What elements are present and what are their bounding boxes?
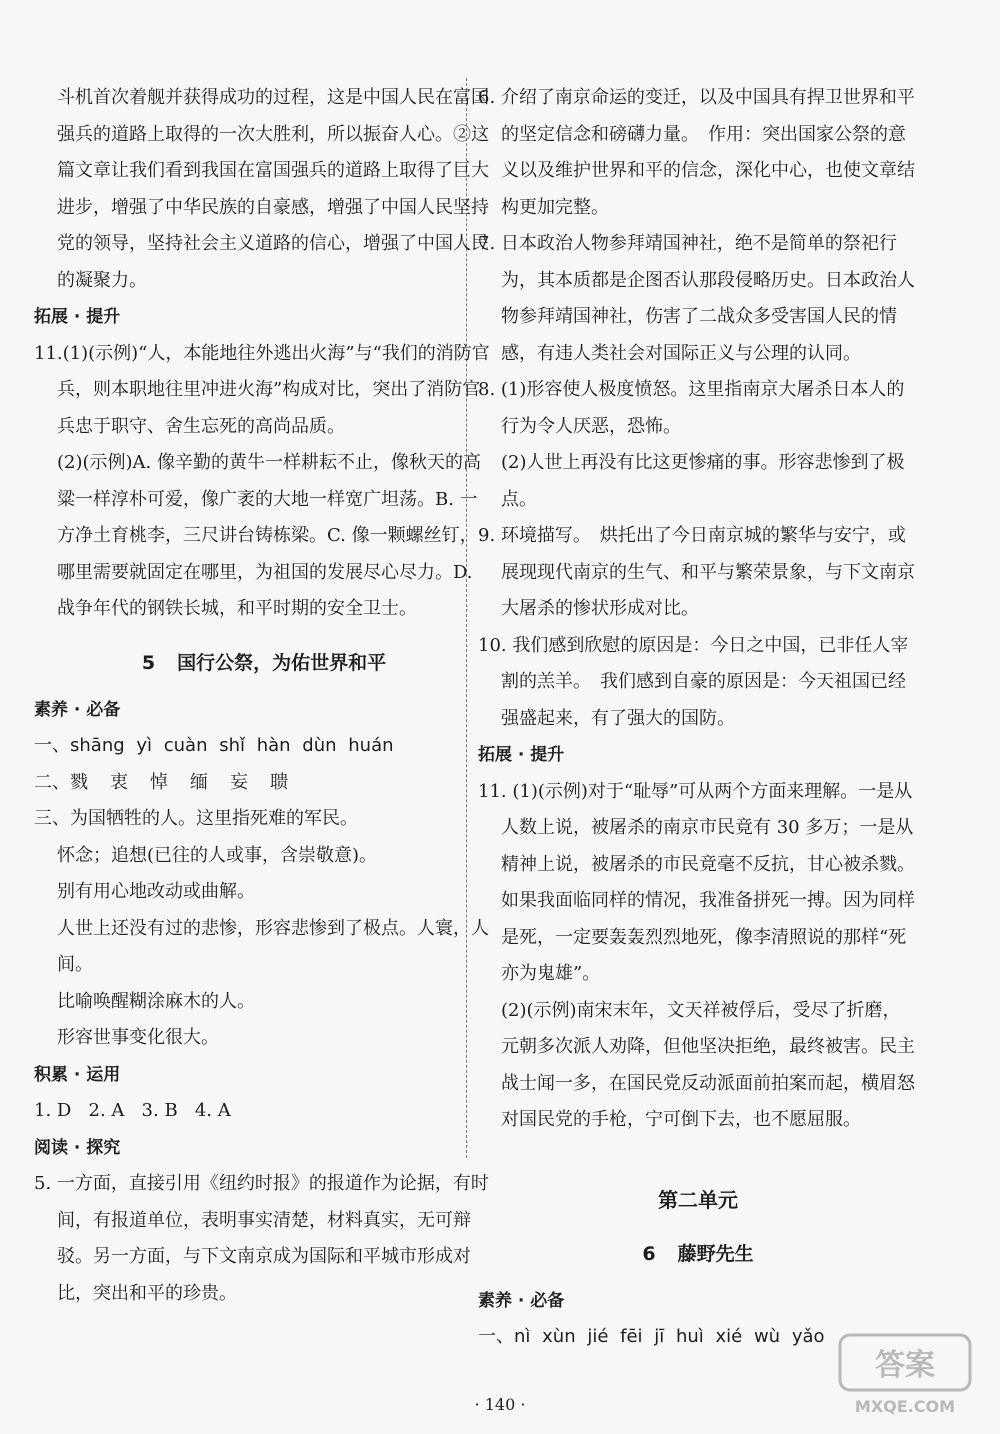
char-item: 妄: [230, 771, 248, 793]
char-item: 衷: [110, 771, 128, 793]
section-heading-tuozhan-right: 拓展 · 提升: [478, 745, 565, 765]
answer-10: 10. 我们感到欣慰的原因是：今日之中国，已非任人宰割的羔羊。 我们感到自豪的原因是：今天祖国已经强盛起来，有了强大的国防。: [478, 634, 909, 729]
unit-title: 第二单元: [658, 1187, 738, 1212]
multiple-choice-answers: 1. D 2. A 3. B 4. A: [34, 1100, 231, 1121]
pinyin-answers-right: 一、nì xùn jié fēi jī huì xié wù yǎo: [478, 1326, 825, 1347]
answer-9: 9. 环境描写。 烘托出了今日南京城的繁华与安宁，或展现现代南京的生气、和平与繁荣景象，与下文南京大屠杀的惨状形成对比。: [478, 525, 915, 619]
section-heading-jilei: 积累 · 运用: [34, 1064, 121, 1085]
watermark-logo-icon: [830, 1330, 980, 1420]
character-answers: [34, 765, 494, 802]
answer-5: 5. 一方面，直接引用《纽约时报》的报道作为论据，有时间，有报道单位，表明事实清楚，材料真实，无可辩驳。另一方面，与下文南京成为国际和平城市形成对比，突出和平的珍贵。: [34, 1173, 489, 1304]
svg-text:答案: 答案: [875, 1348, 935, 1383]
section-heading-suyang: 素养 · 必备: [34, 699, 121, 720]
page-number: · 140 ·: [474, 1395, 526, 1414]
lesson-6-heading: [478, 1239, 918, 1269]
item-3-3: 人世上还没有过的悲惨，形容悲惨到了极点。人寰，人间。: [57, 917, 489, 975]
lesson-title: 国行公祭，为佑世界和平: [177, 651, 387, 674]
char-item: 聩: [270, 771, 288, 793]
char-item: 戮: [70, 771, 88, 793]
section-heading-tuozhan: 拓展 · 提升: [34, 307, 121, 327]
lesson-title: 藤野先生: [677, 1242, 754, 1265]
answer-6: 6. 介绍了南京命运的变迁，以及中国具有捍卫世界和平的坚定信念和磅礴力量。 作用：突出国家公祭的意义以及维护世界和平的信念，深化中心，也使文章结构更加完整。: [478, 87, 915, 218]
lesson-5-heading: [34, 648, 494, 678]
item-3-2: 别有用心地改动或曲解。: [57, 881, 255, 902]
item-3-0: 三、为国牺牲的人。这里指死难的军民。: [34, 808, 358, 829]
section-heading-yuedu: 阅读 · 探究: [34, 1137, 121, 1158]
answer-7: 7. 日本政治人物参拜靖国神社，绝不是简单的祭祀行为，其本质都是企图否认那段侵略历史。日本政治人物参拜靖国神社，伤害了二战众多受害国人民的情感，有违人类社会对国际正义与公理的认同。: [478, 233, 915, 364]
section-heading-suyang-right: 素养 · 必备: [478, 1290, 565, 1311]
item-3-1: 怀念；追想(已往的人或事，含崇敬意)。: [57, 844, 378, 866]
item-3-5: 形容世事变化很大。: [57, 1027, 219, 1048]
answer-8-2: (2)人世上再没有比这更惨痛的事。形容悲惨到了极点。: [501, 452, 905, 510]
svg-text:MXQE.COM: MXQE.COM: [854, 1397, 956, 1416]
lesson-number: 5: [141, 651, 156, 674]
item-3-4: 比喻唤醒糊涂麻木的人。: [57, 990, 255, 1012]
answer-8-1: 8. (1)形容使人极度愤怒。这里指南京大屠杀日本人的行为令人厌恶，恐怖。: [478, 379, 905, 437]
right-column: [478, 80, 918, 1356]
answer-11-1-right: 11. (1)(示例)对于“耻辱”可从两个方面来理解。一是从人数上说，被屠杀的南京市民竟有 30 多万；一是从精神上说，被屠杀的市民竟毫不反抗，甘心被杀戮。如果我面临同样的情况，我准备拼死一搏。因为同样是死，一定要轰轰烈烈地死，像李清照说的那样“死亦为鬼雄”。: [478, 780, 915, 984]
char-item: 缅: [190, 771, 208, 793]
lesson-number: 6: [642, 1242, 656, 1265]
char-item: 悼: [150, 771, 168, 793]
answer-11-2-right: (2)(示例)南宋末年，文天祥被俘后，受尽了折磨，元朝多次派人劝降，但他坚决拒绝，最终被害。民主战士闻一多，在国民党反动派面前拍案而起，横眉怒对国民党的手枪，宁可倒下去，也不愿屈服。: [501, 999, 915, 1130]
left-column: [34, 80, 494, 1312]
answer-11-2: (2)(示例)A. 像辛勤的黄牛一样耕耘不止，像秋天的高粱一样淳朴可爱，像广袤的大地一样宽广坦荡。B. 一方净土育桃李，三尺讲台铸栋梁。C. 像一颗螺丝钉，哪里需要就固定在哪里，为祖国的发展尽心尽力。D. 战争年代的钢铁长城，和平时期的安全卫士。: [57, 452, 481, 619]
chars-prefix: 二、: [34, 771, 70, 793]
answer-11-1: 11.(1)(示例)“人，本能地往外逃出火海”与“我们的消防官兵，则本职地往里冲进火海”构成对比，突出了消防官兵忠于职守、舍生忘死的高尚品质。: [34, 342, 490, 437]
continued-answer: 斗机首次着舰并获得成功的过程，这是中国人民在富国强兵的道路上取得的一次大胜利，所以振奋人心。②这篇文章让我们看到我国在富国强兵的道路上取得了巨大进步，增强了中华民族的自豪感，增强了中国人民坚持党的领导，坚持社会主义道路的信心，增强了中国人民的凝聚力。: [57, 87, 489, 291]
pinyin-answers: 一、shāng yì cuàn shǐ hàn dùn huán: [34, 735, 394, 756]
